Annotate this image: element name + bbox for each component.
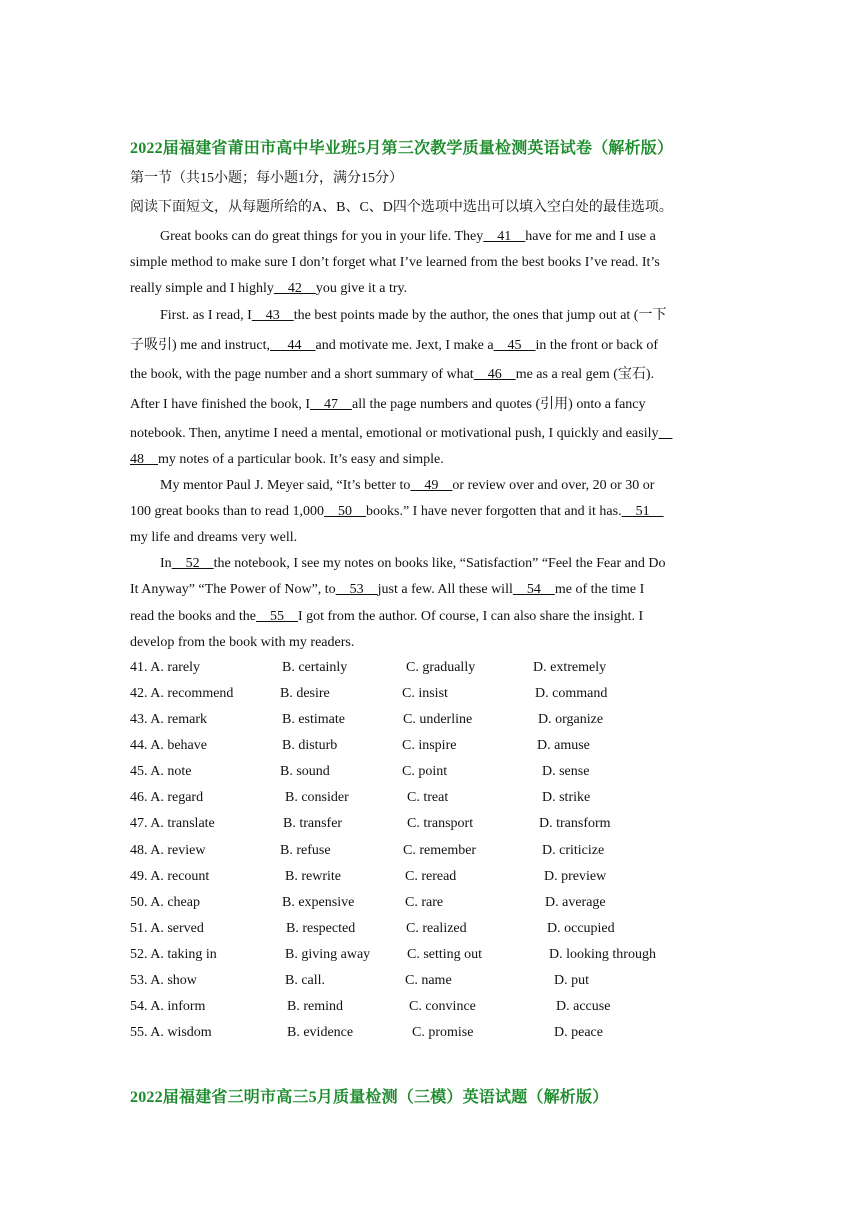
question-50-options: 50. A. cheap B. expensive C. rare D. average	[130, 895, 606, 910]
question-49-options: 49. A. recount B. rewrite C. reread D. preview	[130, 869, 607, 884]
blank-55: 55	[255, 609, 298, 624]
passage-line: read the books and the 55 I got from the author. Of course, I can also share the insight. I	[130, 609, 644, 624]
blank-50: 50	[324, 504, 367, 519]
blank-48-start	[659, 426, 673, 441]
blank-54: 54	[512, 582, 555, 597]
question-47-options: 47. A. translate B. transfer C. transport D. transform	[130, 816, 611, 831]
blank-43: 43	[251, 308, 294, 323]
next-document-title: 2022届福建省三明市高三5月质量检测（三模）英语试题（解析版）	[130, 1089, 609, 1106]
question-51-options: 51. A. served B. respected C. realized D. occupied	[130, 921, 615, 936]
question-54-options: 54. A. inform B. remind C. convince D. accuse	[130, 999, 611, 1014]
question-53-options: 53. A. show B. call. C. name D. put	[130, 973, 589, 988]
passage-line: After I have finished the book, I 47 all the page numbers and quotes (引用) onto a fancy	[130, 397, 646, 412]
passage-line: My mentor Paul J. Meyer said, “It’s better to 49 or review over and over, 20 or 30 or	[160, 478, 655, 493]
blank-51: 51	[621, 504, 664, 519]
passage-line: the book, with the page number and a short summary of what 46 me as a real gem (宝石).	[130, 367, 655, 382]
passage-line: 48 my notes of a particular book. It’s easy and simple.	[130, 452, 444, 467]
document-title: 2022届福建省莆田市高中毕业班5月第三次教学质量检测英语试卷（解析版）	[130, 140, 674, 157]
blank-45: 45	[493, 338, 536, 353]
blank-53: 53	[335, 582, 378, 597]
passage-line: really simple and I highly 42 you give it a try.	[130, 281, 408, 296]
passage-line: my life and dreams very well.	[130, 530, 298, 545]
blank-49: 49	[410, 478, 453, 493]
question-44-options: 44. A. behave B. disturb C. inspire D. amuse	[130, 738, 590, 753]
question-52-options: 52. A. taking in B. giving away C. setting out D. looking through	[130, 947, 656, 962]
passage-line: First. as I read, I 43 the best points made by the author, the ones that jump out at (一下	[160, 308, 667, 323]
passage-line: notebook. Then, anytime I need a mental, emotional or motivational push, I quickly and easily	[130, 425, 673, 443]
passage-line: It Anyway” “The Power of Now”, to 53 just a few. All these will 54 me of the time I	[130, 582, 645, 597]
section-header: 第一节（共15小题；每小题1分，满分15分）	[130, 171, 403, 186]
question-48-options: 48. A. review B. refuse C. remember D. criticize	[130, 843, 605, 858]
passage-line: In 52 the notebook, I see my notes on books like, “Satisfaction” “Feel the Fear and Do	[160, 556, 666, 571]
blank-47: 47	[310, 397, 352, 412]
question-45-options: 45. A. note B. sound C. point D. sense	[130, 764, 590, 779]
question-41-options: 41. A. rarely B. certainly C. gradually D. extremely	[130, 660, 607, 675]
blank-44: 44	[269, 338, 316, 353]
blank-42: 42	[273, 281, 316, 296]
passage-line: Great books can do great things for you in your life. They 41 have for me and I use a	[160, 229, 656, 244]
question-46-options: 46. A. regard B. consider C. treat D. strike	[130, 790, 591, 805]
passage-line: 100 great books than to read 1,000 50 books.” I have never forgotten that and it has. 51	[130, 504, 664, 519]
blank-48: 48	[130, 452, 158, 467]
question-43-options: 43. A. remark B. estimate C. underline D. organize	[130, 712, 604, 727]
blank-52: 52	[171, 556, 214, 571]
question-42-options: 42. A. recommend B. desire C. insist D. command	[130, 686, 608, 701]
passage-line: 子吸引) me and instruct, 44 and motivate me. Jext, I make a 45 in the front or back of	[130, 338, 659, 353]
blank-41: 41	[483, 229, 526, 244]
passage-line: simple method to make sure I don’t forget what I’ve learned from the best books I’ve read. It’s	[130, 255, 660, 270]
question-55-options: 55. A. wisdom B. evidence C. promise D. peace	[130, 1025, 603, 1040]
instructions: 阅读下面短文，从每题所给的A、B、C、D四个选项中选出可以填入空白处的最佳选项。	[130, 200, 673, 215]
passage-line: develop from the book with my readers.	[130, 635, 355, 650]
blank-46: 46	[473, 367, 516, 382]
